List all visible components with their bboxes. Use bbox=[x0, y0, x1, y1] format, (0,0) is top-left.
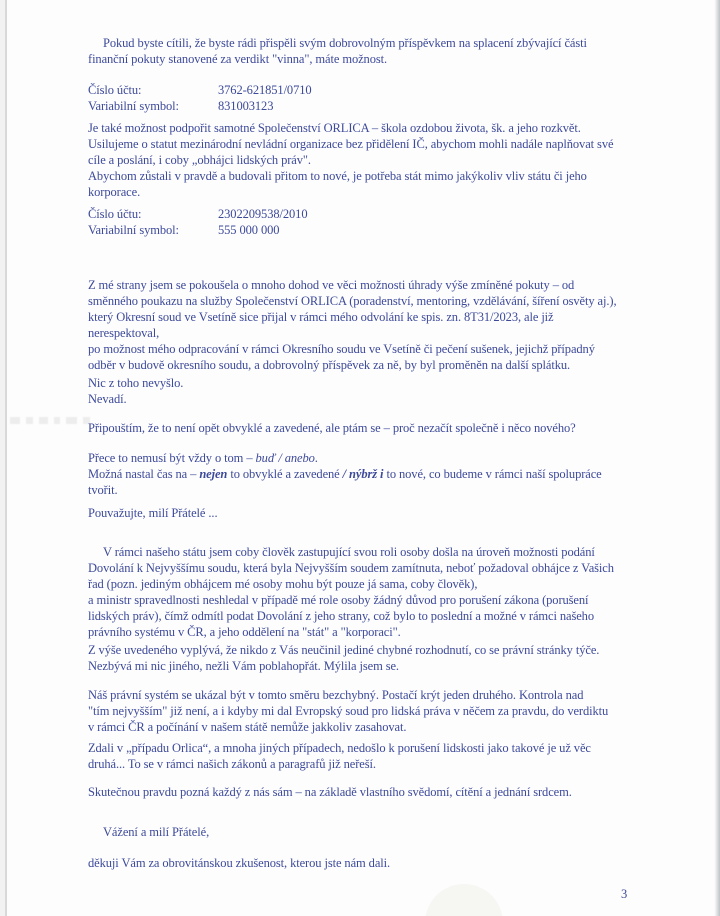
text-line: Náš právní systém se ukázal být v tomto směru bezchybný. Postačí krýt jeden druhého. Kontrola nad bbox=[88, 688, 584, 702]
paragraph-donation-intro bbox=[88, 35, 660, 67]
paragraph-orlica-support bbox=[88, 120, 660, 200]
scan-edge-right bbox=[714, 0, 720, 916]
text-segment: . bbox=[314, 451, 318, 465]
paragraph-true-truth bbox=[88, 784, 660, 800]
text-segment-bold-italic: nejen bbox=[199, 467, 228, 481]
text-line: "tím nejvyšším" již není, a i kdyby mi dal Evropský soud pro lidská práva v něčem za pravdu, do verdiktu bbox=[88, 704, 609, 718]
text-line: Skutečnou pravdu pozná každý z nás sám – na základě vlastního svědomí, cítění a jednání srdcem. bbox=[88, 785, 572, 799]
page-number: 3 bbox=[621, 887, 628, 901]
scan-shadow-artifact bbox=[425, 884, 503, 916]
text-line: odběr v budově okresního soudu, a dobrovolný příspěvek za ně, by byl proměněn na další splátku. bbox=[88, 358, 571, 372]
text-line: který Okresní soud ve Vsetíně sice přijal v rámci mého odvolání ke spis. zn. 8T31/2023, ale již bbox=[88, 310, 554, 324]
paragraph-either-or bbox=[88, 450, 660, 498]
variable-symbol-row bbox=[88, 98, 660, 114]
paragraph-payment-attempts bbox=[88, 277, 660, 373]
account-number-label: Číslo účtu: bbox=[88, 83, 142, 97]
text-segment: to obvyklé a zavedené bbox=[227, 467, 343, 481]
bleed-mark bbox=[10, 417, 20, 424]
text-line: Abychom zůstali v pravdě a budovali přitom to nové, je potřeba stát mimo jakýkoliv vliv státu či jeho bbox=[88, 169, 587, 183]
text-line: V rámci našeho státu jsem coby člověk zastupující svou roli osoby došla na úroveň možnosti podání bbox=[103, 545, 595, 559]
account-number-label: Číslo účtu: bbox=[88, 207, 142, 221]
text-line: Dovolání k Nejvyššímu soudu, která byla Nejvyšším soudem zamítnuta, neboť požadoval obhájce z Vašich bbox=[88, 561, 614, 575]
bleed-through-artifact bbox=[10, 417, 90, 425]
text-line: a ministr spravedlnosti neshledal v případě mé role osoby žádný důvod pro porušení zákona (porušení bbox=[88, 593, 589, 607]
variable-symbol-value: 831003123 bbox=[218, 99, 274, 113]
scan-edge-left bbox=[5, 0, 7, 916]
text-line: Připouštím, že to není opět obvyklé a zavedené, ale ptám se – proč nezačít společně i něco nového? bbox=[88, 421, 576, 435]
account-block-1 bbox=[88, 82, 660, 114]
paragraph-dear-friends bbox=[88, 824, 660, 840]
text-segment: to nové, co budeme v rámci naší spolupráce bbox=[383, 467, 602, 481]
text-line: nerespektoval, bbox=[88, 326, 160, 340]
text-segment: Přece to nemusí být vždy o tom – bbox=[88, 451, 256, 465]
text-line: lidských práv), čímž odmítl podat Dovolání z jeho strany, což bylo to poslední a možné v rámci našeho bbox=[88, 609, 594, 623]
account-number-value: 2302209538/2010 bbox=[218, 207, 308, 221]
text-line: po možnost mého odpracování v rámci Okresního soudu ve Vsetíně či pečení sušenek, jejichž případný bbox=[88, 342, 595, 356]
text-line: Je také možnost podpořit samotné Společenství ORLICA – škola ozdobou života, šk. a jeho rozkvět. bbox=[88, 121, 581, 135]
text-line: korporace. bbox=[88, 185, 141, 199]
text-line: Nezbývá mi nic jiného, nežli Vám poblahopřát. Mýlila jsem se. bbox=[88, 659, 399, 673]
text-line: finanční pokuty stanovené za verdikt "vinna", máte možnost. bbox=[88, 52, 388, 66]
bleed-mark bbox=[26, 417, 33, 424]
account-block-2 bbox=[88, 206, 660, 238]
text-line: druhá... To se v rámci našich zákonů a paragrafů již neřeší. bbox=[88, 757, 376, 771]
text-line: Z mé strany jsem se pokoušela o mnoho dohod ve věci možnosti úhrady výše zmíněné pokuty – od bbox=[88, 278, 575, 292]
text-line: Z výše uvedeného vyplývá, že nikdo z Vás neučinil jediné chybné rozhodnutí, co se právní stránky týče. bbox=[88, 643, 600, 657]
paragraph-admission bbox=[88, 420, 660, 436]
text-line bbox=[88, 466, 660, 482]
paragraph-legal-system bbox=[88, 687, 660, 735]
text-line: Nevadí. bbox=[88, 392, 127, 406]
text-line: cíle a poslání, i coby „obhájci lidských práv". bbox=[88, 153, 311, 167]
text-line: Usilujeme o statut mezinárodní nevládní organizace bez přidělení IČ, abychom mohli nadále naplňovat své bbox=[88, 137, 614, 151]
text-segment-bold-italic: / nýbrž i bbox=[342, 467, 384, 481]
text-line: právního systému v ČR, a jeho oddělení na "stát" a "korporaci". bbox=[88, 625, 401, 639]
bleed-mark bbox=[54, 417, 60, 424]
variable-symbol-label: Variabilní symbol: bbox=[88, 223, 179, 237]
text-line: Nic z toho nevyšlo. bbox=[88, 376, 184, 390]
text-line: v rámci ČR a počínání v našem státě nemůže jakkoliv zasahovat. bbox=[88, 720, 407, 734]
text-line: Pouvažujte, milí Přátelé ... bbox=[88, 506, 218, 520]
account-number-row bbox=[88, 206, 660, 222]
text-line: Pokud byste cítili, že byste rádi přispěli svým dobrovolným příspěvkem na splacení zbývající části bbox=[103, 36, 587, 50]
text-line: tvořit. bbox=[88, 483, 118, 497]
text-segment-italic: buď / anebo bbox=[255, 451, 315, 465]
variable-symbol-value: 555 000 000 bbox=[218, 223, 280, 237]
account-number-value: 3762-621851/0710 bbox=[218, 83, 312, 97]
paragraph-congratulations bbox=[88, 642, 660, 674]
text-line: Zdali v „případu Orlica“, a mnoha jiných případech, nedošlo k porušení lidskosti jako takové je už věc bbox=[88, 741, 591, 755]
text-line: řad (pozn. jediným obhájcem mé osoby mohu být pouze já sama, coby člověk), bbox=[88, 577, 478, 591]
paragraph-supreme-court bbox=[88, 544, 660, 640]
paragraph-orlica-case bbox=[88, 740, 660, 772]
account-number-row bbox=[88, 82, 660, 98]
bleed-mark bbox=[39, 417, 48, 424]
paragraph-thanks bbox=[88, 855, 660, 871]
text-segment: Možná nastal čas na – bbox=[88, 467, 200, 481]
paragraph-ponder-friends bbox=[88, 505, 660, 521]
text-line: Vážení a milí Přátelé, bbox=[103, 825, 210, 839]
paragraph-nothing-came bbox=[88, 375, 660, 407]
text-line: děkuji Vám za obrovitánskou zkušenost, kterou jste nám dali. bbox=[88, 856, 391, 870]
bleed-mark bbox=[66, 417, 77, 424]
text-line: směnného poukazu na služby Společenství ORLICA (poradenství, mentoring, vzdělávání, šíření osvěty aj.), bbox=[88, 294, 617, 308]
variable-symbol-row bbox=[88, 222, 660, 238]
text-line bbox=[88, 450, 660, 466]
variable-symbol-label: Variabilní symbol: bbox=[88, 99, 179, 113]
